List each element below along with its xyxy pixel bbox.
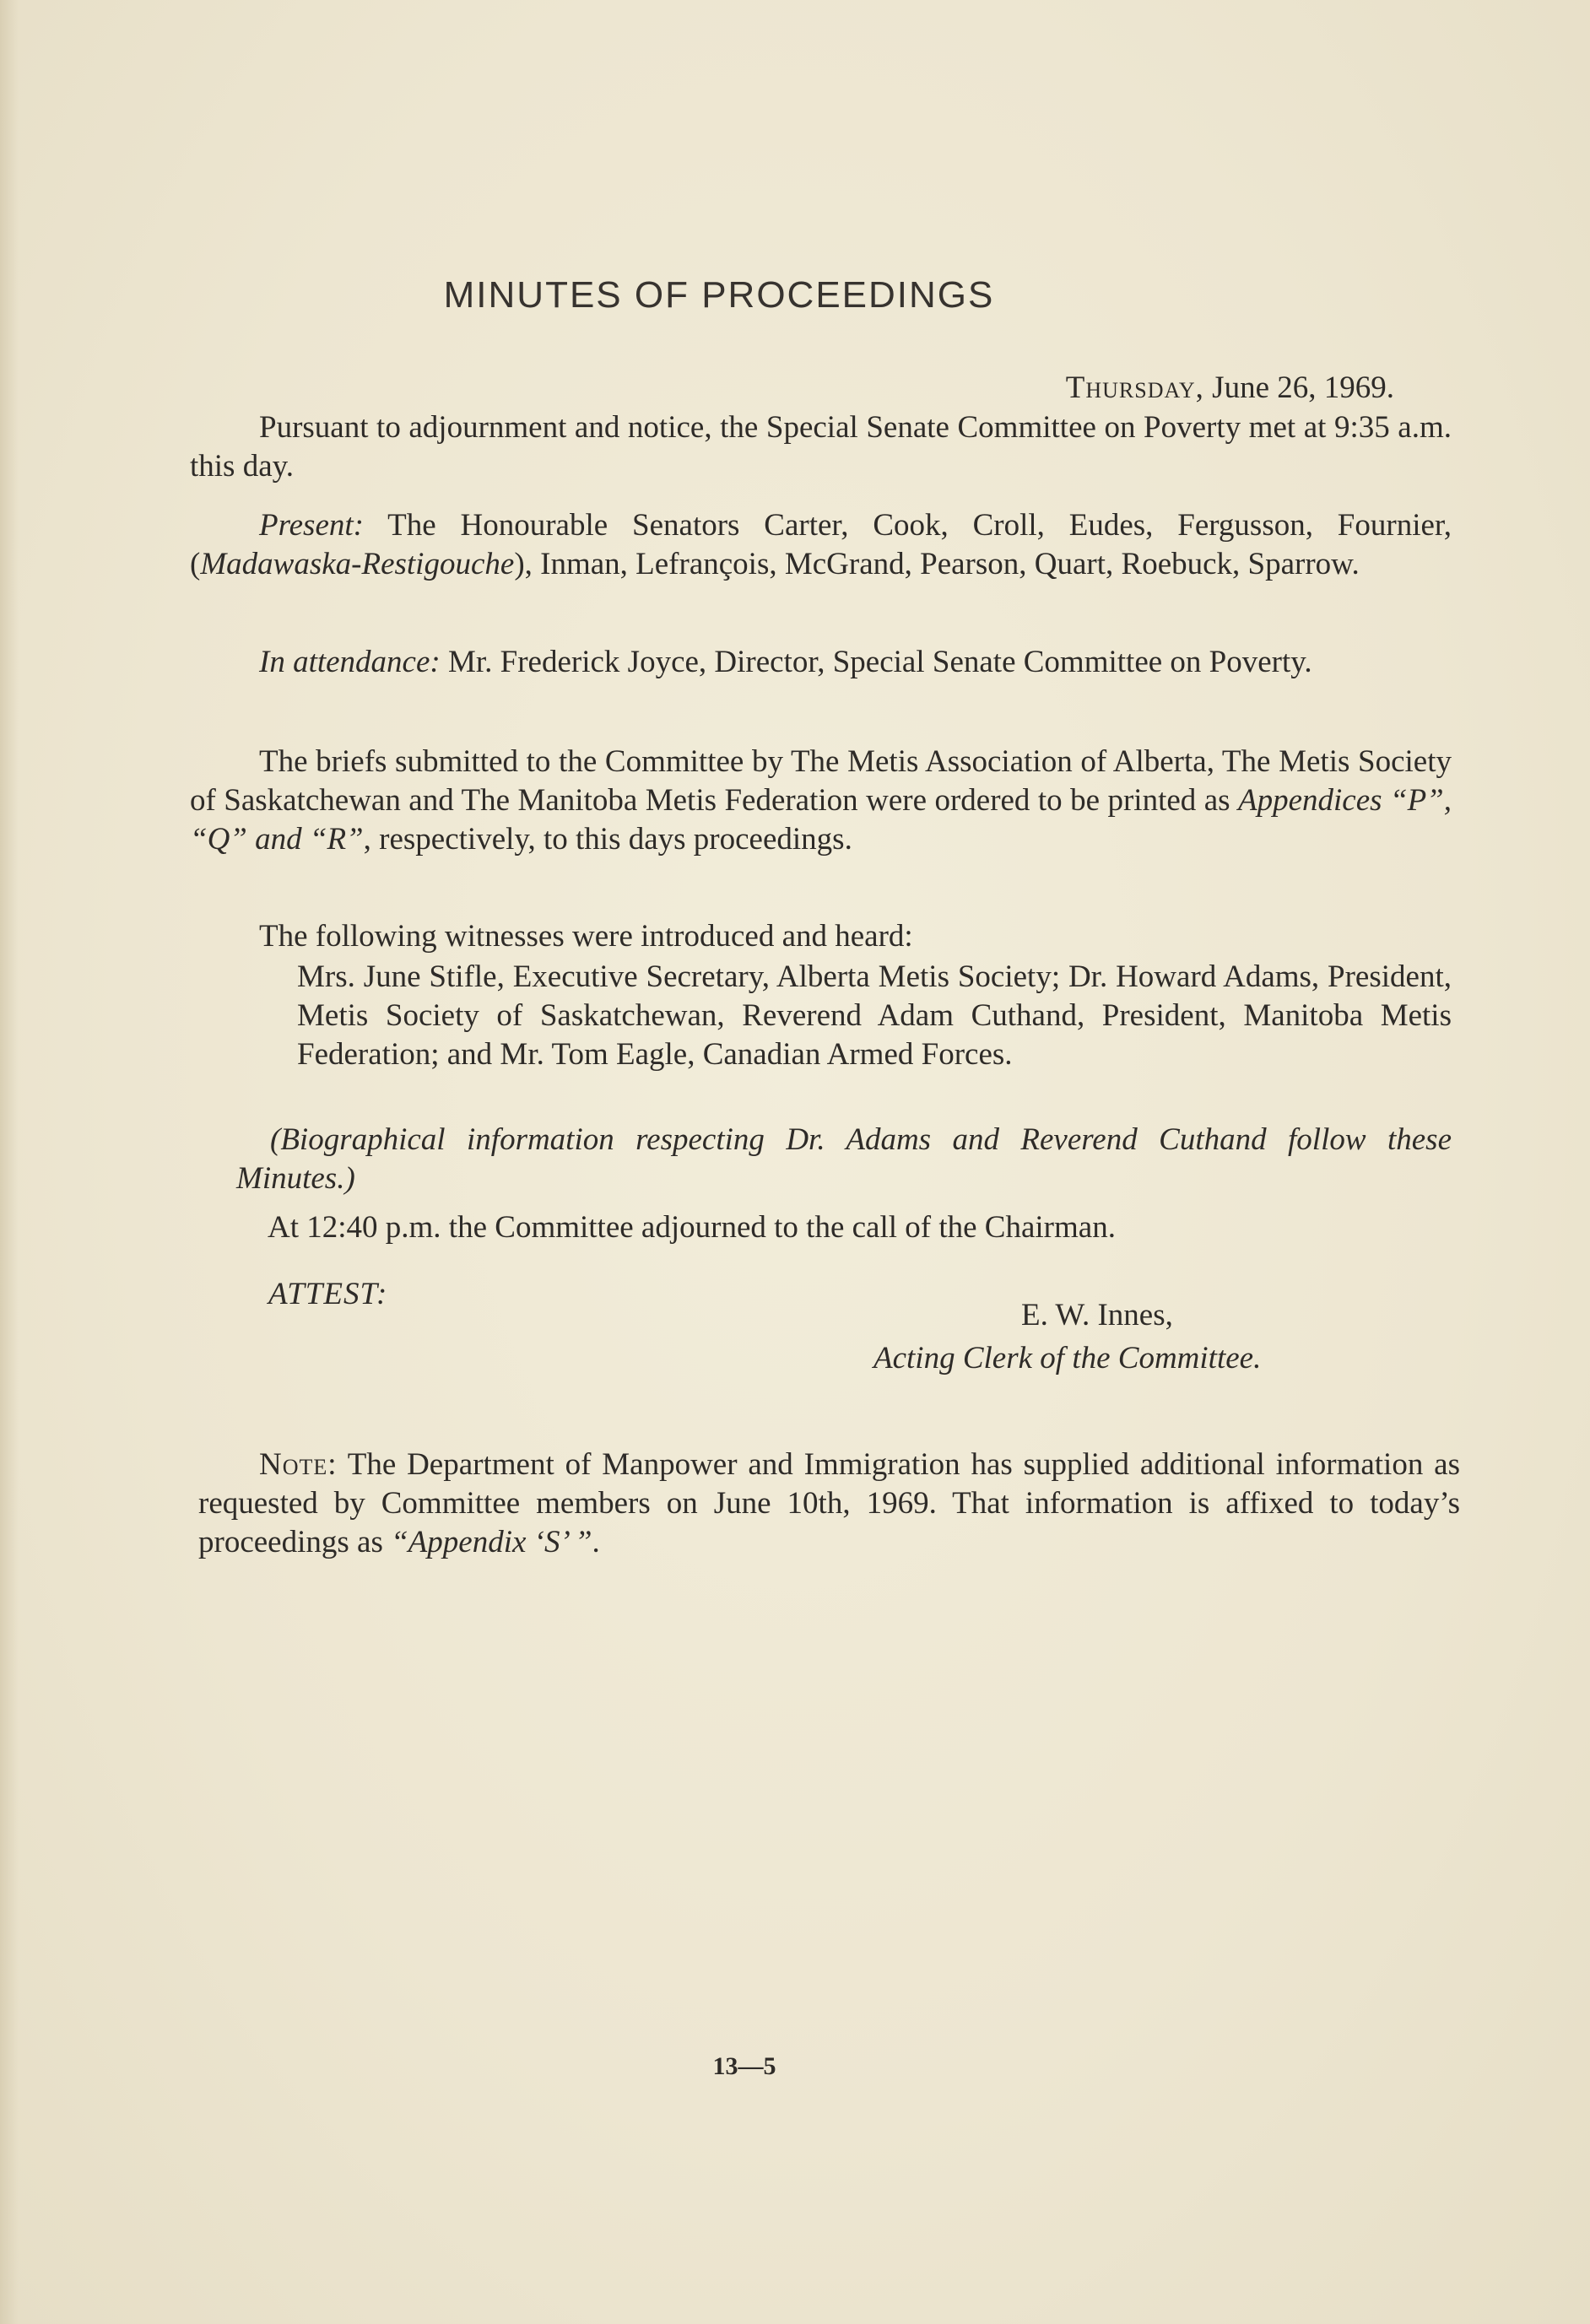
- meeting-date: [1066, 370, 1394, 406]
- present-label: Present:: [259, 508, 364, 543]
- briefs-text-a: The briefs submitted to the Committee by The Metis Association of Alberta, The Metis Society of Saskatchewan and The Manitoba Metis Federation were ordered to be printed as: [190, 744, 1452, 818]
- attest-label: ATTEST:: [268, 1277, 388, 1311]
- page-title: MINUTES OF PROCEEDINGS: [443, 274, 995, 316]
- briefs-appendices: Appendices “P”, “Q” and “R”: [190, 783, 1452, 857]
- meeting-date-text: June 26, 1969.: [1203, 370, 1394, 405]
- witness-list: Mrs. June Stifle, Executive Secretary, Alberta Metis Society; Dr. Howard Adams, President, Metis Society of Saskatchewan, Reverend Adam Cuthand, President, Manitoba Metis Federation; and Mr. Tom Eagle, Canadian Armed Forces.: [297, 959, 1452, 1072]
- opening-paragraph: Pursuant to adjournment and notice, the Special Senate Committee on Poverty met at 9:35 a.m. this day.: [190, 410, 1452, 484]
- page-number: 13—5: [712, 2052, 776, 2080]
- witness-intro: The following witnesses were introduced and heard:: [259, 919, 913, 954]
- present-paragraph: [190, 506, 1452, 584]
- note-label: Note:: [259, 1447, 338, 1482]
- note-appendix: “Appendix ‘S’ ”: [391, 1525, 592, 1559]
- page-edge-shadow: [0, 0, 19, 2324]
- briefs-text-b: , respectively, to this days proceedings.: [363, 822, 852, 857]
- present-text-b: ), Inman, Lefrançois, McGrand, Pearson, Quart, Roebuck, Sparrow.: [514, 547, 1360, 581]
- note-text-b: .: [592, 1525, 600, 1559]
- note-paragraph: [198, 1446, 1460, 1562]
- meeting-weekday: Thursday,: [1065, 370, 1204, 405]
- biographical-note: (Biographical information respecting Dr. Adams and Reverend Cuthand follow these Minutes.): [236, 1122, 1452, 1196]
- present-riding: Madawaska-Restigouche: [200, 547, 515, 581]
- signer-name: E. W. Innes,: [1021, 1298, 1173, 1332]
- signer-title: Acting Clerk of the Committee.: [873, 1341, 1262, 1375]
- attendance-text: Mr. Frederick Joyce, Director, Special Senate Committee on Poverty.: [440, 645, 1312, 679]
- briefs-paragraph: [190, 743, 1452, 859]
- attendance-label: In attendance:: [259, 645, 441, 679]
- present-text-a: The Honourable Senators Carter, Cook, Croll, Eudes, Fergusson, Fournier, (: [190, 508, 1452, 581]
- attendance-paragraph: [190, 643, 1452, 682]
- adjournment-paragraph: At 12:40 p.m. the Committee adjourned to the call of the Chairman.: [268, 1210, 1116, 1245]
- note-text-a: The Department of Manpower and Immigration has supplied additional information as requested by Committee members on June 10th, 1969. That information is affixed to today’s proceedings as: [198, 1447, 1460, 1559]
